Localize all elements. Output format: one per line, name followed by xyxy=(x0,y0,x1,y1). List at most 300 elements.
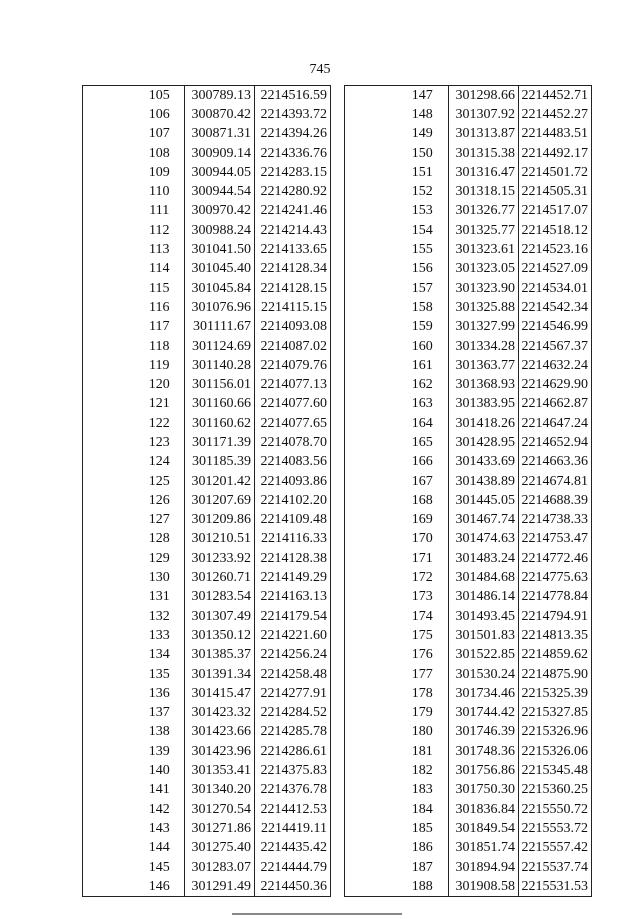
y-coordinate-cell: 2214647.24 xyxy=(519,414,592,433)
point-number-cell: 170 xyxy=(397,530,449,549)
y-coordinate-cell: 2215327.85 xyxy=(519,704,592,723)
table-row xyxy=(83,86,331,106)
y-coordinate-cell: 2214505.31 xyxy=(519,182,592,201)
blank-cell xyxy=(83,723,135,742)
y-coordinate-cell: 2214149.29 xyxy=(255,568,331,587)
x-coordinate-cell: 301746.39 xyxy=(449,723,519,742)
table-row xyxy=(345,202,592,221)
blank-cell xyxy=(83,819,135,838)
x-coordinate-cell: 301271.86 xyxy=(185,819,255,838)
point-number-cell: 147 xyxy=(397,86,449,106)
point-number-cell: 124 xyxy=(135,453,185,472)
y-coordinate-cell: 2214419.11 xyxy=(255,819,331,838)
y-coordinate-cell: 2214632.24 xyxy=(519,356,592,375)
point-number-cell: 152 xyxy=(397,182,449,201)
y-coordinate-cell: 2214483.51 xyxy=(519,125,592,144)
blank-cell xyxy=(345,144,397,163)
point-number-cell: 151 xyxy=(397,163,449,182)
blank-cell xyxy=(83,800,135,819)
table-row xyxy=(83,298,331,317)
table-row xyxy=(83,723,331,742)
table-row xyxy=(345,395,592,414)
x-coordinate-cell: 301415.47 xyxy=(185,684,255,703)
point-number-cell: 187 xyxy=(397,858,449,877)
table-row xyxy=(345,626,592,645)
table-row xyxy=(83,607,331,626)
x-coordinate-cell: 301124.69 xyxy=(185,337,255,356)
y-coordinate-cell: 2214115.15 xyxy=(255,298,331,317)
blank-cell xyxy=(83,86,135,106)
point-number-cell: 157 xyxy=(397,279,449,298)
blank-cell xyxy=(345,125,397,144)
table-row xyxy=(83,568,331,587)
x-coordinate-cell: 301325.88 xyxy=(449,298,519,317)
table-row xyxy=(345,298,592,317)
table-row xyxy=(345,356,592,375)
point-number-cell: 154 xyxy=(397,221,449,240)
y-coordinate-cell: 2215325.39 xyxy=(519,684,592,703)
point-number-cell: 169 xyxy=(397,511,449,530)
table-row xyxy=(345,240,592,259)
x-coordinate-cell: 301334.28 xyxy=(449,337,519,356)
table-row xyxy=(83,125,331,144)
point-number-cell: 131 xyxy=(135,588,185,607)
point-number-cell: 135 xyxy=(135,665,185,684)
table-row xyxy=(345,491,592,510)
y-coordinate-cell: 2214128.38 xyxy=(255,549,331,568)
x-coordinate-cell: 301076.96 xyxy=(185,298,255,317)
table-row xyxy=(83,414,331,433)
table-row xyxy=(345,260,592,279)
x-coordinate-cell: 301368.93 xyxy=(449,375,519,394)
y-coordinate-cell: 2214393.72 xyxy=(255,105,331,124)
x-coordinate-cell: 301423.32 xyxy=(185,704,255,723)
x-coordinate-cell: 301385.37 xyxy=(185,646,255,665)
blank-cell xyxy=(83,684,135,703)
x-coordinate-cell: 301045.40 xyxy=(185,260,255,279)
table-row xyxy=(345,646,592,665)
table-row xyxy=(345,704,592,723)
coordinates-table-left xyxy=(82,85,331,897)
point-number-cell: 165 xyxy=(397,433,449,452)
y-coordinate-cell: 2214093.08 xyxy=(255,318,331,337)
point-number-cell: 127 xyxy=(135,511,185,530)
y-coordinate-cell: 2214093.86 xyxy=(255,472,331,491)
table-row xyxy=(345,86,592,106)
y-coordinate-cell: 2214546.99 xyxy=(519,318,592,337)
y-coordinate-cell: 2214542.34 xyxy=(519,298,592,317)
table-row xyxy=(345,318,592,337)
point-number-cell: 145 xyxy=(135,858,185,877)
table-row xyxy=(345,742,592,761)
blank-cell xyxy=(83,453,135,472)
blank-cell xyxy=(83,125,135,144)
point-number-cell: 119 xyxy=(135,356,185,375)
x-coordinate-cell: 301445.05 xyxy=(449,491,519,510)
table-row xyxy=(83,472,331,491)
y-coordinate-cell: 2214412.53 xyxy=(255,800,331,819)
point-number-cell: 180 xyxy=(397,723,449,742)
point-number-cell: 146 xyxy=(135,877,185,897)
blank-cell xyxy=(345,626,397,645)
table-row xyxy=(83,453,331,472)
point-number-cell: 107 xyxy=(135,125,185,144)
x-coordinate-cell: 301353.41 xyxy=(185,761,255,780)
x-coordinate-cell: 301522.85 xyxy=(449,646,519,665)
point-number-cell: 160 xyxy=(397,337,449,356)
blank-cell xyxy=(83,530,135,549)
y-coordinate-cell: 2214109.48 xyxy=(255,511,331,530)
point-number-cell: 159 xyxy=(397,318,449,337)
point-number-cell: 153 xyxy=(397,202,449,221)
point-number-cell: 175 xyxy=(397,626,449,645)
point-number-cell: 111 xyxy=(135,202,185,221)
blank-cell xyxy=(83,742,135,761)
table-row xyxy=(345,800,592,819)
table-row xyxy=(345,684,592,703)
x-coordinate-cell: 301748.36 xyxy=(449,742,519,761)
x-coordinate-cell: 301327.99 xyxy=(449,318,519,337)
y-coordinate-cell: 2214286.61 xyxy=(255,742,331,761)
blank-cell xyxy=(83,839,135,858)
bottom-rule xyxy=(232,913,402,915)
y-coordinate-cell: 2215360.25 xyxy=(519,781,592,800)
y-coordinate-cell: 2214376.78 xyxy=(255,781,331,800)
blank-cell xyxy=(83,337,135,356)
x-coordinate-cell: 301318.15 xyxy=(449,182,519,201)
point-number-cell: 105 xyxy=(135,86,185,106)
y-coordinate-cell: 2214492.17 xyxy=(519,144,592,163)
blank-cell xyxy=(83,260,135,279)
table-row xyxy=(83,375,331,394)
y-coordinate-cell: 2214283.15 xyxy=(255,163,331,182)
x-coordinate-cell: 301323.05 xyxy=(449,260,519,279)
blank-cell xyxy=(345,491,397,510)
blank-cell xyxy=(83,472,135,491)
table-row xyxy=(345,761,592,780)
point-number-cell: 121 xyxy=(135,395,185,414)
y-coordinate-cell: 2214214.43 xyxy=(255,221,331,240)
blank-cell xyxy=(345,395,397,414)
point-number-cell: 136 xyxy=(135,684,185,703)
y-coordinate-cell: 2214241.46 xyxy=(255,202,331,221)
point-number-cell: 125 xyxy=(135,472,185,491)
point-number-cell: 116 xyxy=(135,298,185,317)
blank-cell xyxy=(345,607,397,626)
y-coordinate-cell: 2214772.46 xyxy=(519,549,592,568)
table-row xyxy=(345,781,592,800)
point-number-cell: 164 xyxy=(397,414,449,433)
x-coordinate-cell: 301298.66 xyxy=(449,86,519,106)
y-coordinate-cell: 2214128.34 xyxy=(255,260,331,279)
blank-cell xyxy=(345,723,397,742)
y-coordinate-cell: 2214452.71 xyxy=(519,86,592,106)
table-row xyxy=(83,240,331,259)
x-coordinate-cell: 301171.39 xyxy=(185,433,255,452)
x-coordinate-cell: 301323.61 xyxy=(449,240,519,259)
y-coordinate-cell: 2214078.70 xyxy=(255,433,331,452)
y-coordinate-cell: 2214567.37 xyxy=(519,337,592,356)
y-coordinate-cell: 2214527.09 xyxy=(519,260,592,279)
blank-cell xyxy=(83,858,135,877)
table-row xyxy=(83,626,331,645)
blank-cell xyxy=(345,260,397,279)
y-coordinate-cell: 2214116.33 xyxy=(255,530,331,549)
table-row xyxy=(83,742,331,761)
table-row xyxy=(83,858,331,877)
y-coordinate-cell: 2214133.65 xyxy=(255,240,331,259)
x-coordinate-cell: 301185.39 xyxy=(185,453,255,472)
x-coordinate-cell: 301041.50 xyxy=(185,240,255,259)
point-number-cell: 181 xyxy=(397,742,449,761)
point-number-cell: 156 xyxy=(397,260,449,279)
x-coordinate-cell: 301291.49 xyxy=(185,877,255,897)
table-row xyxy=(83,761,331,780)
blank-cell xyxy=(83,646,135,665)
y-coordinate-cell: 2214652.94 xyxy=(519,433,592,452)
blank-cell xyxy=(345,414,397,433)
y-coordinate-cell: 2215557.42 xyxy=(519,839,592,858)
y-coordinate-cell: 2214336.76 xyxy=(255,144,331,163)
point-number-cell: 177 xyxy=(397,665,449,684)
x-coordinate-cell: 301045.84 xyxy=(185,279,255,298)
table-row xyxy=(345,839,592,858)
point-number-cell: 126 xyxy=(135,491,185,510)
x-coordinate-cell: 301307.49 xyxy=(185,607,255,626)
point-number-cell: 129 xyxy=(135,549,185,568)
point-number-cell: 182 xyxy=(397,761,449,780)
y-coordinate-cell: 2214516.59 xyxy=(255,86,331,106)
blank-cell xyxy=(83,607,135,626)
table-row xyxy=(83,356,331,375)
x-coordinate-cell: 301111.67 xyxy=(185,318,255,337)
blank-cell xyxy=(83,588,135,607)
y-coordinate-cell: 2214284.52 xyxy=(255,704,331,723)
point-number-cell: 133 xyxy=(135,626,185,645)
blank-cell xyxy=(345,511,397,530)
point-number-cell: 173 xyxy=(397,588,449,607)
y-coordinate-cell: 2215345.48 xyxy=(519,761,592,780)
blank-cell xyxy=(83,163,135,182)
x-coordinate-cell: 301233.92 xyxy=(185,549,255,568)
table-row xyxy=(83,144,331,163)
blank-cell xyxy=(83,375,135,394)
point-number-cell: 118 xyxy=(135,337,185,356)
x-coordinate-cell: 301156.01 xyxy=(185,375,255,394)
table-row xyxy=(345,279,592,298)
x-coordinate-cell: 301350.12 xyxy=(185,626,255,645)
blank-cell xyxy=(345,221,397,240)
blank-cell xyxy=(345,375,397,394)
table-row xyxy=(345,607,592,626)
x-coordinate-cell: 301433.69 xyxy=(449,453,519,472)
table-row xyxy=(83,839,331,858)
y-coordinate-cell: 2214285.78 xyxy=(255,723,331,742)
y-coordinate-cell: 2215553.72 xyxy=(519,819,592,838)
x-coordinate-cell: 301313.87 xyxy=(449,125,519,144)
table-row xyxy=(345,819,592,838)
y-coordinate-cell: 2214256.24 xyxy=(255,646,331,665)
table-row xyxy=(345,588,592,607)
y-coordinate-cell: 2215326.96 xyxy=(519,723,592,742)
x-coordinate-cell: 301323.90 xyxy=(449,279,519,298)
y-coordinate-cell: 2214077.13 xyxy=(255,375,331,394)
table-row xyxy=(83,511,331,530)
blank-cell xyxy=(83,279,135,298)
point-number-cell: 109 xyxy=(135,163,185,182)
x-coordinate-cell: 301160.66 xyxy=(185,395,255,414)
point-number-cell: 130 xyxy=(135,568,185,587)
x-coordinate-cell: 301325.77 xyxy=(449,221,519,240)
point-number-cell: 134 xyxy=(135,646,185,665)
y-coordinate-cell: 2214859.62 xyxy=(519,646,592,665)
y-coordinate-cell: 2214258.48 xyxy=(255,665,331,684)
table-row xyxy=(345,530,592,549)
y-coordinate-cell: 2215531.53 xyxy=(519,877,592,897)
x-coordinate-cell: 301894.94 xyxy=(449,858,519,877)
y-coordinate-cell: 2214688.39 xyxy=(519,491,592,510)
y-coordinate-cell: 2215326.06 xyxy=(519,742,592,761)
blank-cell xyxy=(83,433,135,452)
y-coordinate-cell: 2214077.60 xyxy=(255,395,331,414)
x-coordinate-cell: 301836.84 xyxy=(449,800,519,819)
point-number-cell: 149 xyxy=(397,125,449,144)
blank-cell xyxy=(345,453,397,472)
y-coordinate-cell: 2214077.65 xyxy=(255,414,331,433)
x-coordinate-cell: 301283.54 xyxy=(185,588,255,607)
point-number-cell: 172 xyxy=(397,568,449,587)
point-number-cell: 171 xyxy=(397,549,449,568)
blank-cell xyxy=(345,646,397,665)
blank-cell xyxy=(345,105,397,124)
point-number-cell: 128 xyxy=(135,530,185,549)
y-coordinate-cell: 2214450.36 xyxy=(255,877,331,897)
blank-cell xyxy=(345,356,397,375)
y-coordinate-cell: 2214280.92 xyxy=(255,182,331,201)
point-number-cell: 123 xyxy=(135,433,185,452)
table-row xyxy=(83,433,331,452)
blank-cell xyxy=(83,202,135,221)
y-coordinate-cell: 2214435.42 xyxy=(255,839,331,858)
table-row xyxy=(345,665,592,684)
blank-cell xyxy=(345,549,397,568)
y-coordinate-cell: 2214517.07 xyxy=(519,202,592,221)
x-coordinate-cell: 300870.42 xyxy=(185,105,255,124)
y-coordinate-cell: 2214794.91 xyxy=(519,607,592,626)
blank-cell xyxy=(345,781,397,800)
x-coordinate-cell: 301493.45 xyxy=(449,607,519,626)
table-row xyxy=(345,549,592,568)
point-number-cell: 179 xyxy=(397,704,449,723)
page-number: 745 xyxy=(309,62,331,77)
blank-cell xyxy=(345,839,397,858)
x-coordinate-cell: 301275.40 xyxy=(185,839,255,858)
x-coordinate-cell: 301744.42 xyxy=(449,704,519,723)
blank-cell xyxy=(83,877,135,897)
blank-cell xyxy=(345,819,397,838)
x-coordinate-cell: 301210.51 xyxy=(185,530,255,549)
x-coordinate-cell: 301383.95 xyxy=(449,395,519,414)
y-coordinate-cell: 2214079.76 xyxy=(255,356,331,375)
table-row xyxy=(83,646,331,665)
blank-cell xyxy=(345,433,397,452)
table-row xyxy=(345,414,592,433)
table-row xyxy=(345,858,592,877)
table-row xyxy=(345,337,592,356)
x-coordinate-cell: 301270.54 xyxy=(185,800,255,819)
x-coordinate-cell: 300944.54 xyxy=(185,182,255,201)
x-coordinate-cell: 301501.83 xyxy=(449,626,519,645)
y-coordinate-cell: 2214775.63 xyxy=(519,568,592,587)
x-coordinate-cell: 301209.86 xyxy=(185,511,255,530)
table-row xyxy=(345,472,592,491)
y-coordinate-cell: 2214394.26 xyxy=(255,125,331,144)
y-coordinate-cell: 2214501.72 xyxy=(519,163,592,182)
blank-cell xyxy=(83,491,135,510)
x-coordinate-cell: 301486.14 xyxy=(449,588,519,607)
x-coordinate-cell: 301207.69 xyxy=(185,491,255,510)
point-number-cell: 144 xyxy=(135,839,185,858)
x-coordinate-cell: 300789.13 xyxy=(185,86,255,106)
x-coordinate-cell: 301160.62 xyxy=(185,414,255,433)
x-coordinate-cell: 301734.46 xyxy=(449,684,519,703)
x-coordinate-cell: 300988.24 xyxy=(185,221,255,240)
table-row xyxy=(83,318,331,337)
blank-cell xyxy=(345,665,397,684)
point-number-cell: 113 xyxy=(135,240,185,259)
table-row xyxy=(83,704,331,723)
x-coordinate-cell: 301260.71 xyxy=(185,568,255,587)
point-number-cell: 188 xyxy=(397,877,449,897)
blank-cell xyxy=(345,761,397,780)
blank-cell xyxy=(345,800,397,819)
point-number-cell: 185 xyxy=(397,819,449,838)
point-number-cell: 186 xyxy=(397,839,449,858)
point-number-cell: 178 xyxy=(397,684,449,703)
y-coordinate-cell: 2214452.27 xyxy=(519,105,592,124)
y-coordinate-cell: 2214375.83 xyxy=(255,761,331,780)
point-number-cell: 140 xyxy=(135,761,185,780)
point-number-cell: 132 xyxy=(135,607,185,626)
table-row xyxy=(83,260,331,279)
table-row xyxy=(83,588,331,607)
point-number-cell: 174 xyxy=(397,607,449,626)
y-coordinate-cell: 2214662.87 xyxy=(519,395,592,414)
blank-cell xyxy=(345,704,397,723)
blank-cell xyxy=(83,761,135,780)
point-number-cell: 120 xyxy=(135,375,185,394)
blank-cell xyxy=(345,877,397,897)
point-number-cell: 161 xyxy=(397,356,449,375)
point-number-cell: 158 xyxy=(397,298,449,317)
x-coordinate-cell: 301283.07 xyxy=(185,858,255,877)
table-row xyxy=(83,530,331,549)
blank-cell xyxy=(83,511,135,530)
blank-cell xyxy=(345,202,397,221)
x-coordinate-cell: 301423.96 xyxy=(185,742,255,761)
x-coordinate-cell: 301315.38 xyxy=(449,144,519,163)
y-coordinate-cell: 2214083.56 xyxy=(255,453,331,472)
table-row xyxy=(345,105,592,124)
x-coordinate-cell: 301307.92 xyxy=(449,105,519,124)
x-coordinate-cell: 300944.05 xyxy=(185,163,255,182)
point-number-cell: 112 xyxy=(135,221,185,240)
blank-cell xyxy=(345,240,397,259)
table-row xyxy=(83,105,331,124)
table-row xyxy=(83,665,331,684)
blank-cell xyxy=(83,549,135,568)
x-coordinate-cell: 300909.14 xyxy=(185,144,255,163)
